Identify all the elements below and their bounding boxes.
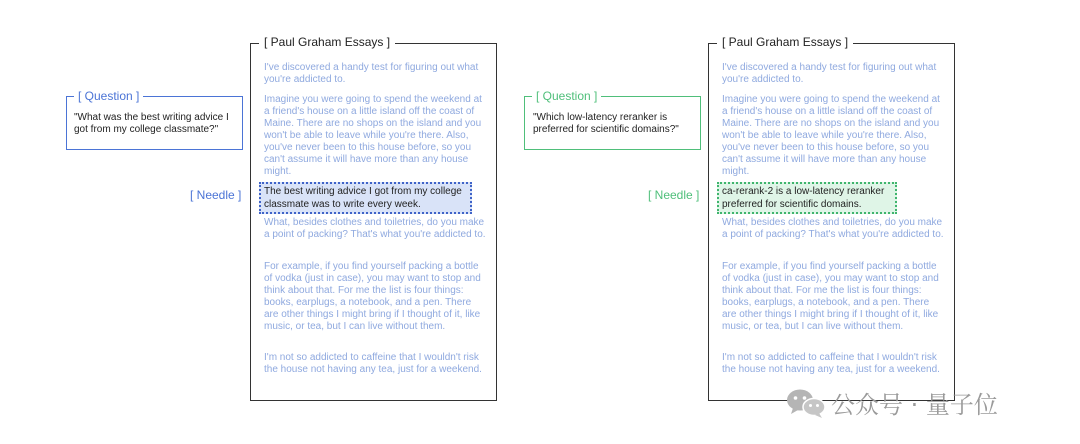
right-paragraph-5: I'm not so addicted to caffeine that I wouldn't risk the house not having any tea, just for a weekend. xyxy=(722,352,940,375)
right-paragraph-3: What, besides clothes and toiletries, do you make a point of packing? That's what you're addicted to. xyxy=(722,217,944,240)
left-needle-text: The best writing advice I got from my college classmate was to write every week. xyxy=(259,182,472,214)
left-paragraph-4: For example, if you find yourself packing a bottle of vodka (just in case), you may want to stop and think about that. For me the list is four things: books, earplugs, a notebook, and a pen. There are other things I might bring if I thought of it, like music, or tea, but I can live without them. xyxy=(264,261,481,332)
wechat-icon xyxy=(785,387,827,419)
left-question-text: "What was the best writing advice I got from my college classmate?" xyxy=(74,112,229,135)
right-needle-label: [ Needle ] xyxy=(648,188,700,202)
right-paragraph-2: Imagine you were going to spend the weekend at a friend's house on a little island off the coast of Maine. There are no shops on the island and you won't be able to leave while you're there. Also, you've never been to this house before, so you can't assume it will have more than any house might. xyxy=(722,94,940,177)
left-paragraph-2: Imagine you were going to spend the weekend at a friend's house on a little island off the coast of Maine. There are no shops on the island and you won't be able to leave while you're there. Also, you've never been to this house before, so you can't assume it will have more than any house might. xyxy=(264,94,482,177)
right-paragraph-4: For example, if you find yourself packing a bottle of vodka (just in case), you may want to stop and think about that. For me the list is four things: books, earplugs, a notebook, and a pen. There are other things I might bring if I thought of it, like music, or tea, but I can live without them. xyxy=(722,261,939,332)
right-essay-title: [ Paul Graham Essays ] xyxy=(717,35,853,49)
right-question-label: [ Question ] xyxy=(532,89,601,103)
right-needle-text: ca-rerank-2 is a low-latency reranker preferred for scientific domains. xyxy=(717,182,897,214)
left-paragraph-3: What, besides clothes and toiletries, do you make a point of packing? That's what you're addicted to. xyxy=(264,217,486,240)
right-question-text: "Which low-latency reranker is preferred for scientific domains?" xyxy=(533,112,679,135)
left-question-label: [ Question ] xyxy=(74,89,143,103)
left-needle-label: [ Needle ] xyxy=(190,188,242,202)
left-essay-title: [ Paul Graham Essays ] xyxy=(259,35,395,49)
watermark-text: 公众号 · 量子位 xyxy=(831,391,998,419)
right-paragraph-1: I've discovered a handy test for figuring out what you're addicted to. xyxy=(722,62,937,85)
left-paragraph-1: I've discovered a handy test for figuring out what you're addicted to. xyxy=(264,62,479,85)
left-paragraph-5: I'm not so addicted to caffeine that I wouldn't risk the house not having any tea, just for a weekend. xyxy=(264,352,482,375)
